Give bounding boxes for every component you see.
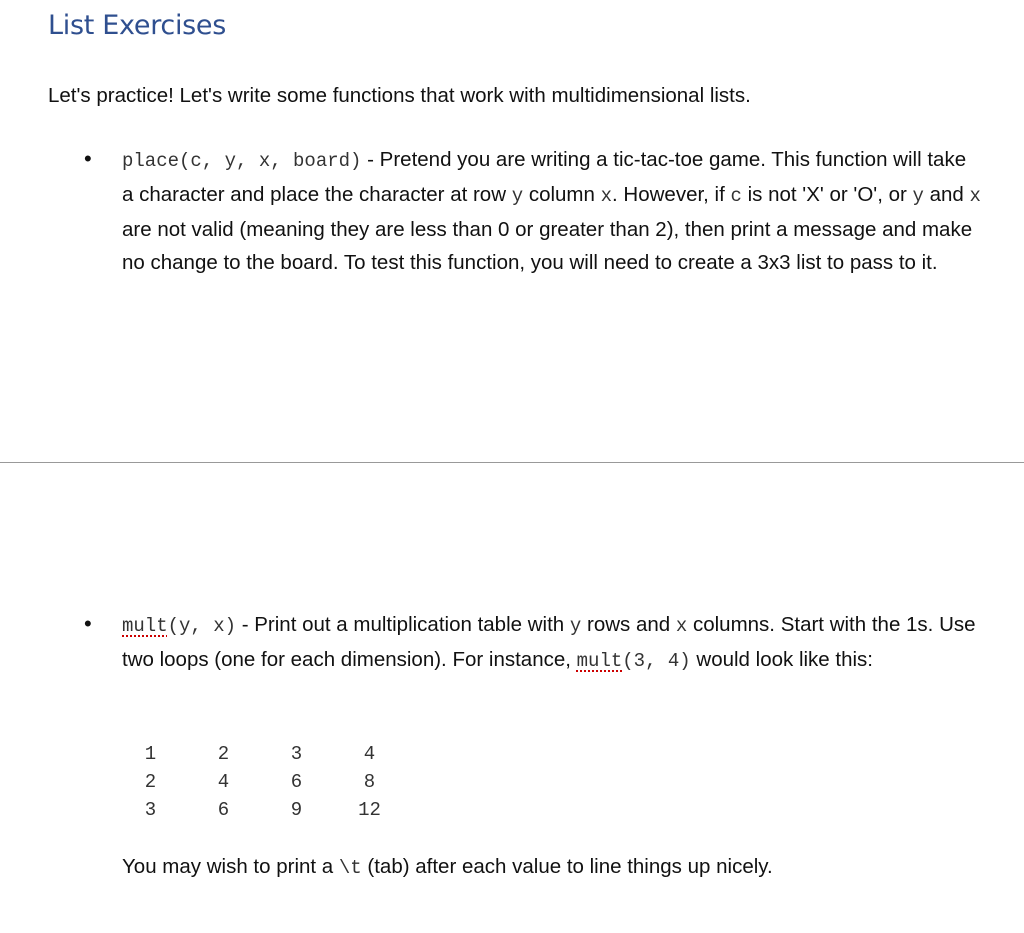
table-cell: 8	[363, 771, 376, 793]
mult-name: mult	[122, 615, 168, 637]
table-row	[114, 768, 406, 796]
mult-code-y: y	[569, 615, 582, 637]
footer-text-1: You may wish to print a	[122, 855, 339, 878]
tab-hint-paragraph	[122, 853, 773, 882]
place-text-1: Pretend you are writing a tic-tac-toe game. This function will take a character and place the character at row	[122, 148, 967, 206]
table-cell: 2	[217, 743, 230, 765]
table-cell: 1	[144, 743, 157, 765]
footer-code-tab: \t	[338, 857, 362, 879]
table-cell: 4	[217, 771, 230, 793]
page-title: List Exercises	[48, 10, 226, 41]
table-row	[114, 796, 406, 824]
page-break-divider	[0, 462, 1024, 463]
table-cell: 3	[290, 743, 303, 765]
place-code-y2: y	[912, 185, 924, 207]
table-row	[114, 740, 406, 768]
place-text-2: column	[523, 183, 601, 206]
mult-example-name: mult	[576, 650, 623, 672]
mult-code-x: x	[675, 615, 688, 637]
place-dash: -	[361, 148, 380, 171]
table-cell: 3	[144, 799, 157, 821]
mult-text-4: would look like this:	[690, 648, 873, 671]
place-description	[122, 143, 982, 279]
place-text-5: and	[923, 183, 970, 206]
mult-text-3: columns. Start with the 1s. Use two loops (one for each dimension). For instance,	[122, 613, 976, 671]
mult-dash: -	[236, 613, 255, 636]
place-code-c: c	[730, 185, 742, 207]
table-cell: 6	[217, 799, 230, 821]
place-code-y: y	[511, 185, 524, 207]
place-text-3: . However, if	[612, 183, 731, 206]
place-code-x: x	[600, 185, 613, 207]
multiplication-table	[114, 740, 406, 824]
table-cell: 4	[363, 743, 376, 765]
mult-text-1: Print out a multiplication table with	[254, 613, 570, 636]
table-cell: 12	[358, 799, 381, 821]
table-cell: 9	[290, 799, 303, 821]
bullet-mult: •	[84, 611, 92, 636]
intro-paragraph: Let's practice! Let's write some functions that work with multidimensional lists.	[48, 84, 751, 107]
footer-text-2: (tab) after each value to line things up nicely.	[361, 855, 773, 878]
place-text-6: are not valid (meaning they are less than 0 or greater than 2), then print a message and make no change to the board. To test this function, you will need to create a 3x3 list to pass to it.	[122, 218, 973, 274]
place-text-4: is not 'X' or 'O', or	[741, 183, 913, 206]
bullet-place: •	[84, 146, 92, 171]
place-code-x2: x	[969, 185, 981, 207]
place-signature: place(c, y, x, board)	[122, 150, 362, 172]
mult-example-args: (3, 4)	[622, 650, 691, 672]
mult-args: (y, x)	[167, 615, 237, 637]
table-cell: 6	[290, 771, 303, 793]
table-cell: 2	[144, 771, 157, 793]
mult-text-2: rows and	[581, 613, 676, 636]
mult-description	[122, 608, 982, 678]
